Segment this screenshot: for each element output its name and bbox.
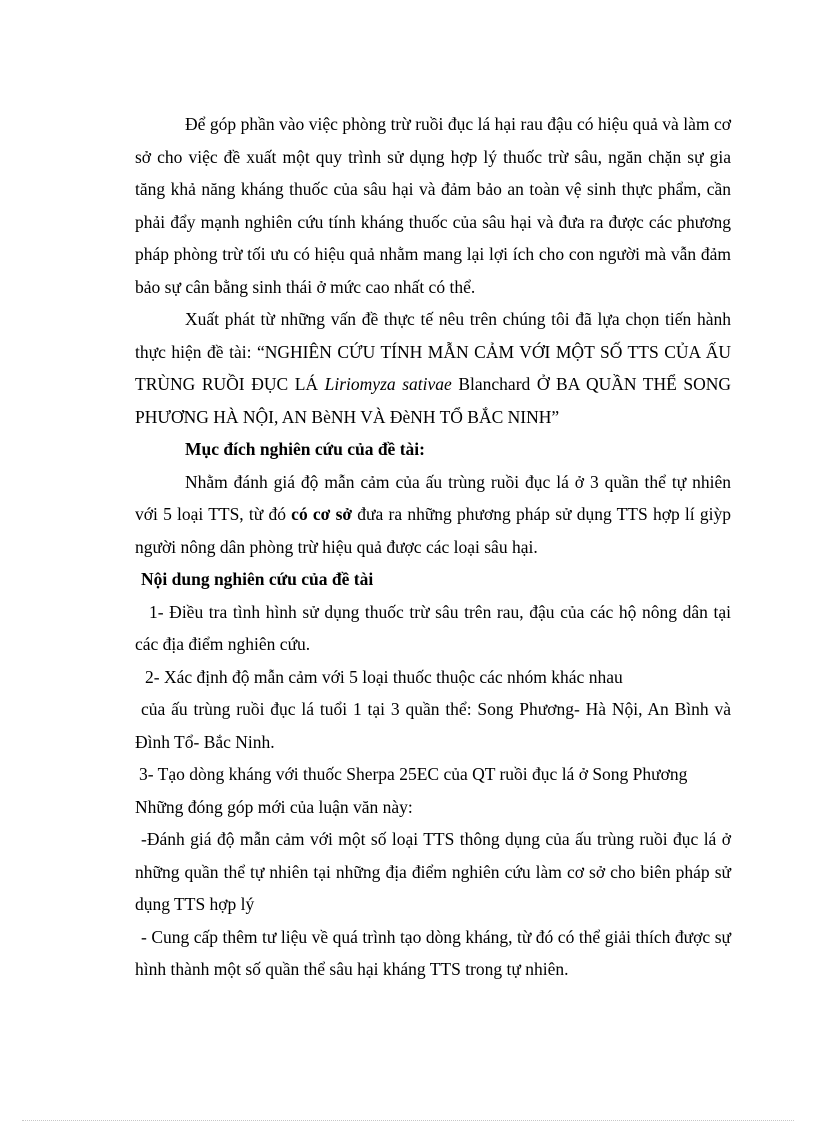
topic-tail: Blanchard Ở BA QUẦN THỂ SONG PHƯƠNG HÀ NỘI, AN BèNH VÀ ĐèNH TỔ BẮC NINH” bbox=[135, 374, 732, 427]
document-body bbox=[135, 108, 731, 986]
page-bottom-rule bbox=[22, 1120, 794, 1121]
purpose-paragraph bbox=[135, 466, 731, 564]
content-item-2b: của ấu trùng ruồi đục lá tuổi 1 tại 3 quần thể: Song Phương- Hà Nội, An Bình và Đình Tổ- Bắc Ninh. bbox=[135, 699, 731, 752]
topic-genus: Liriomyza bbox=[324, 374, 396, 394]
purpose-tail: đưa ra những phương pháp sử dụng TTS hợp lí giỳp người nông dân phòng trừ hiệu quả được các loại sâu hại. bbox=[135, 504, 731, 557]
purpose-heading: Mục đích nghiên cứu của đề tài: bbox=[185, 439, 425, 459]
purpose-bold: có cơ sở bbox=[291, 504, 353, 524]
content-item-1: 1- Điều tra tình hình sử dụng thuốc trừ sâu trên rau, đậu của các hộ nông dân tại các địa điểm nghiên cứu. bbox=[135, 601, 731, 654]
content-item-3: 3- Tạo dòng kháng với thuốc Sherpa 25EC của QT ruồi đục lá ở Song Phương bbox=[139, 764, 688, 784]
intro-paragraph: Để góp phần vào việc phòng trừ ruồi đục lá hại rau đậu có hiệu quả và làm cơ sở cho việc đề xuất một quy trình sử dụng hợp lý thuốc trừ sâu, ngăn chặn sự gia tăng khả năng kháng thuốc của sâu hại và đảm bảo an toàn vệ sinh thực phẩm, cần phải đẩy mạnh nghiên cứu tính kháng thuốc của sâu hại và đưa ra được các phương pháp phòng trừ tối ưu có hiệu quả nhằm mang lại lợi ích cho con người mà vẫn đảm bảo sự cân bằng sinh thái ở mức cao nhất có thể. bbox=[135, 114, 731, 297]
topic-species: sativae bbox=[402, 374, 452, 394]
topic-paragraph bbox=[135, 303, 731, 433]
contribution-1: -Đánh giá độ mẫn cảm với một số loại TTS thông dụng của ấu trùng ruồi đục lá ở những quần thể tự nhiên tại những địa điểm nghiên cứu làm cơ sở cho biên pháp sử dụng TTS hợp lý bbox=[135, 829, 731, 914]
topic-lead: Xuất phát từ những vấn đề thực tế nêu trên chúng tôi đã lựa chọn tiến hành thực hiện đề tài: “NGHIÊN CỨU TÍNH MẪN CẢM VỚI MỘT SỐ TTS CỦA ẤU TRÙNG RUỒI ĐỤC LÁ bbox=[135, 309, 731, 394]
content-heading: Nội dung nghiên cứu của đề tài bbox=[141, 569, 374, 589]
content-item-2a: 2- Xác định độ mẫn cảm với 5 loại thuốc thuộc các nhóm khác nhau bbox=[145, 666, 623, 687]
contribution-2: - Cung cấp thêm tư liệu về quá trình tạo dòng kháng, từ đó có thể giải thích được sự hình thành một số quần thể sâu hại kháng TTS trong tự nhiên. bbox=[135, 926, 731, 979]
contributions-heading: Những đóng góp mới của luận văn này: bbox=[135, 796, 413, 817]
purpose-lead: Nhằm đánh giá độ mẫn cảm của ấu trùng ruồi đục lá ở 3 quần thể tự nhiên với 5 loại TTS, từ đó bbox=[135, 471, 731, 524]
